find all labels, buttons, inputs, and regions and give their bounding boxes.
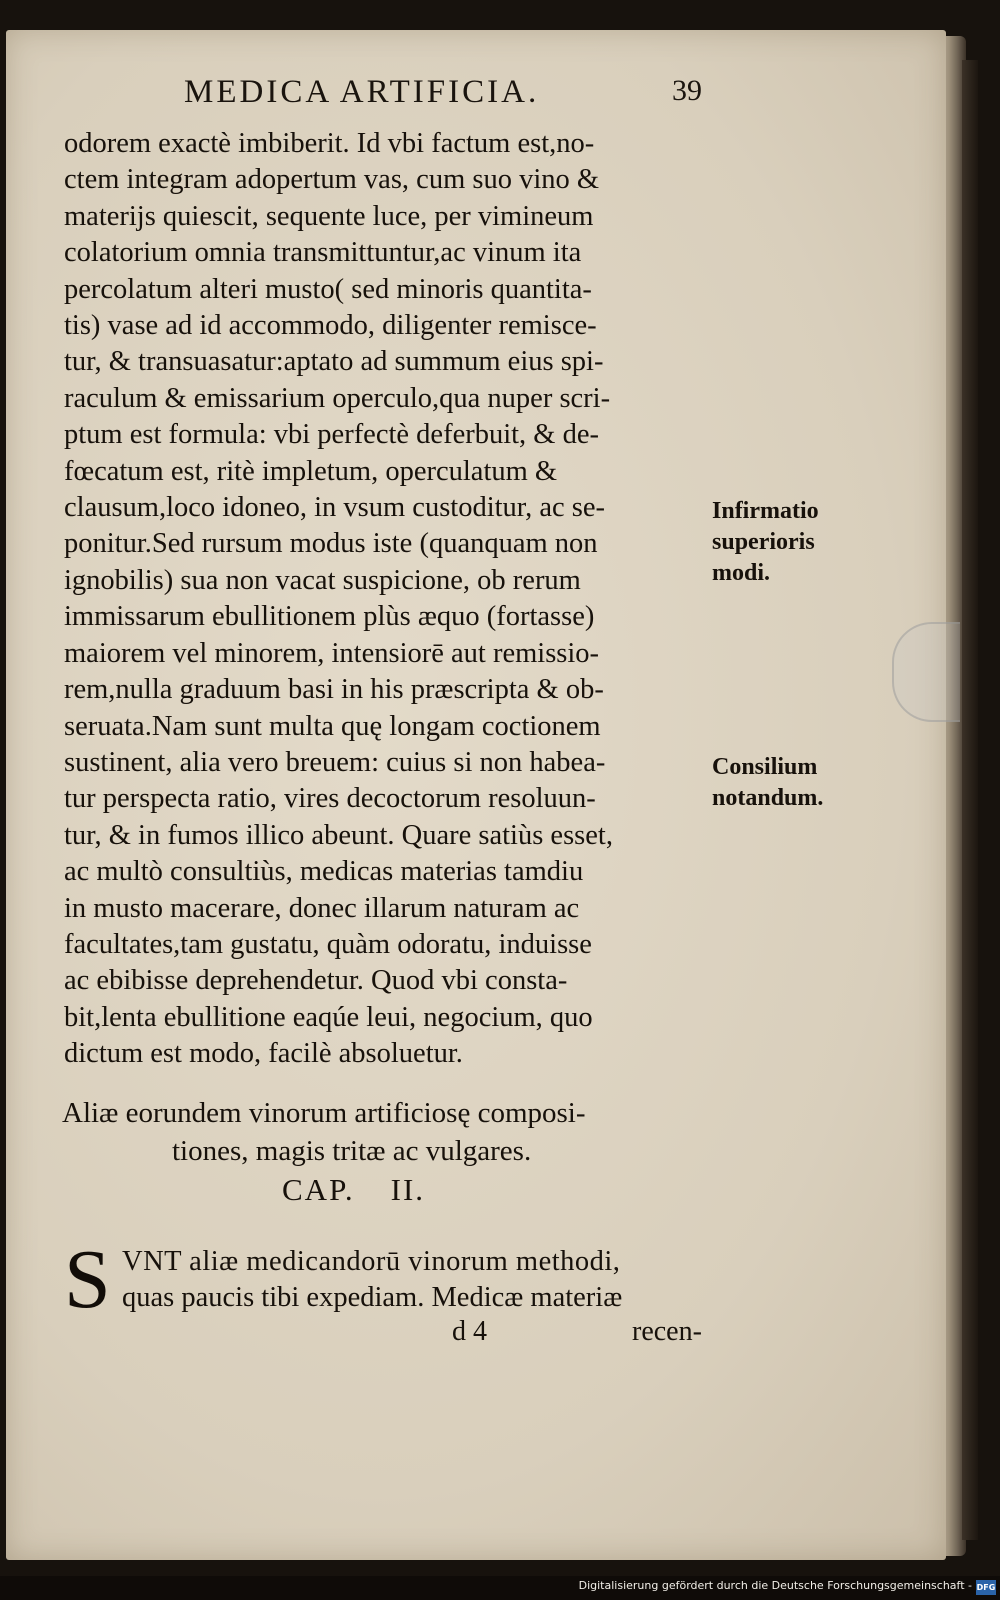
- marginal-line: Infirmatio: [712, 498, 819, 524]
- text-line: sustinent, alia vero breuem: cuius si non habea-: [64, 746, 606, 778]
- text-line: in musto macerare, donec illarum naturam ac: [64, 892, 580, 924]
- chapter-title: [62, 1094, 742, 1170]
- marginal-line: modi.: [712, 560, 771, 586]
- text-line: tis) vase ad id accommodo, diligenter remisce-: [64, 310, 597, 342]
- text-line: ctem integram adopertum vas, cum suo vino &: [64, 164, 600, 196]
- running-head: [6, 74, 946, 114]
- text-line: seruata.Nam sunt multa quę longam coctionem: [64, 710, 601, 742]
- marginal-line: notandum.: [712, 785, 824, 811]
- chapter-number: II.: [390, 1172, 426, 1207]
- text-line: maiorem vel minorem, intensiorē aut remissio-: [64, 637, 600, 669]
- chapter-heading: [282, 1172, 425, 1208]
- text-line: rem,nulla graduum basi in his præscripta & ob-: [64, 674, 604, 706]
- signature-mark: d 4: [452, 1316, 487, 1347]
- text-line: tur, & transuasatur:aptato ad summum eius spi-: [64, 346, 604, 378]
- text-line: ptum est formula: vbi perfectè deferbuit, & de-: [64, 419, 599, 451]
- text-line: ponitur.Sed rursum modus iste (quanquam non: [64, 528, 598, 560]
- dfg-logo-icon: DFG: [976, 1580, 996, 1595]
- marginal-line: Consilium: [712, 754, 818, 780]
- footer-credit: Digitalisierung gefördert durch die Deutsche Forschungsgemeinschaft -: [578, 1579, 972, 1592]
- signature-line: [6, 1316, 946, 1356]
- text-line: materijs quiescit, sequente luce, per vimineum: [64, 200, 594, 232]
- drop-cap: S: [64, 1233, 111, 1326]
- running-title: MEDICA ARTIFICIA.: [184, 74, 540, 110]
- text-line: colatorium omnia transmittuntur,ac vinum ita: [64, 237, 582, 269]
- chapter-title-line: tiones, magis tritæ ac vulgares.: [172, 1135, 532, 1167]
- text-line: clausum,loco idoneo, in vsum custoditur, ac se-: [64, 492, 606, 524]
- text-line: ac ebibisse deprehendetur. Quod vbi consta-: [64, 965, 568, 997]
- chapter-title-line: Aliæ eorundem vinorum artificiosę composi-: [62, 1097, 586, 1129]
- text-line: percolatum alteri musto( sed minoris quantita-: [64, 273, 592, 305]
- catchword: recen-: [632, 1316, 702, 1347]
- marginal-note-consilium: [712, 752, 862, 814]
- marginal-line: superioris: [712, 529, 815, 555]
- text-line: bit,lenta ebullitione eaqúe leui, negocium, quo: [64, 1001, 593, 1033]
- text-line: immissarum ebullitionem plùs æquo (fortasse): [64, 601, 595, 633]
- body-text: [64, 126, 714, 1073]
- footer-bar: [0, 1576, 1000, 1600]
- text-line: raculum & emissarium operculo,qua nuper scri-: [64, 382, 611, 414]
- text-line: dictum est modo, facilè absoluetur.: [64, 1038, 463, 1070]
- page-clip: [892, 622, 960, 722]
- page-number: 39: [672, 74, 702, 107]
- text-line: tur, & in fumos illico abeunt. Quare satiùs esset,: [64, 819, 613, 851]
- text-line: tur perspecta ratio, vires decoctorum resoluun-: [64, 783, 596, 815]
- book-edge-shadow: [962, 60, 978, 1540]
- text-line: ignobilis) sua non vacat suspicione, ob rerum: [64, 564, 581, 596]
- text-line: facultates,tam gustatu, quàm odoratu, induisse: [64, 928, 592, 960]
- chapter-opening: [64, 1233, 724, 1326]
- text-line: VNT aliæ medicandorū vinorum methodi,: [122, 1246, 621, 1277]
- text-line: quas paucis tibi expediam. Medicæ materiæ: [122, 1282, 623, 1314]
- text-line: odorem exactè imbiberit. Id vbi factum est,no-: [64, 128, 595, 159]
- marginal-note-infirmatio: [712, 496, 862, 589]
- chapter-label: CAP.: [282, 1172, 355, 1207]
- text-line: ac multò consultiùs, medicas materias tamdiu: [64, 856, 584, 888]
- book-page: [6, 30, 946, 1560]
- text-line: fœcatum est, ritè impletum, operculatum &: [64, 455, 558, 487]
